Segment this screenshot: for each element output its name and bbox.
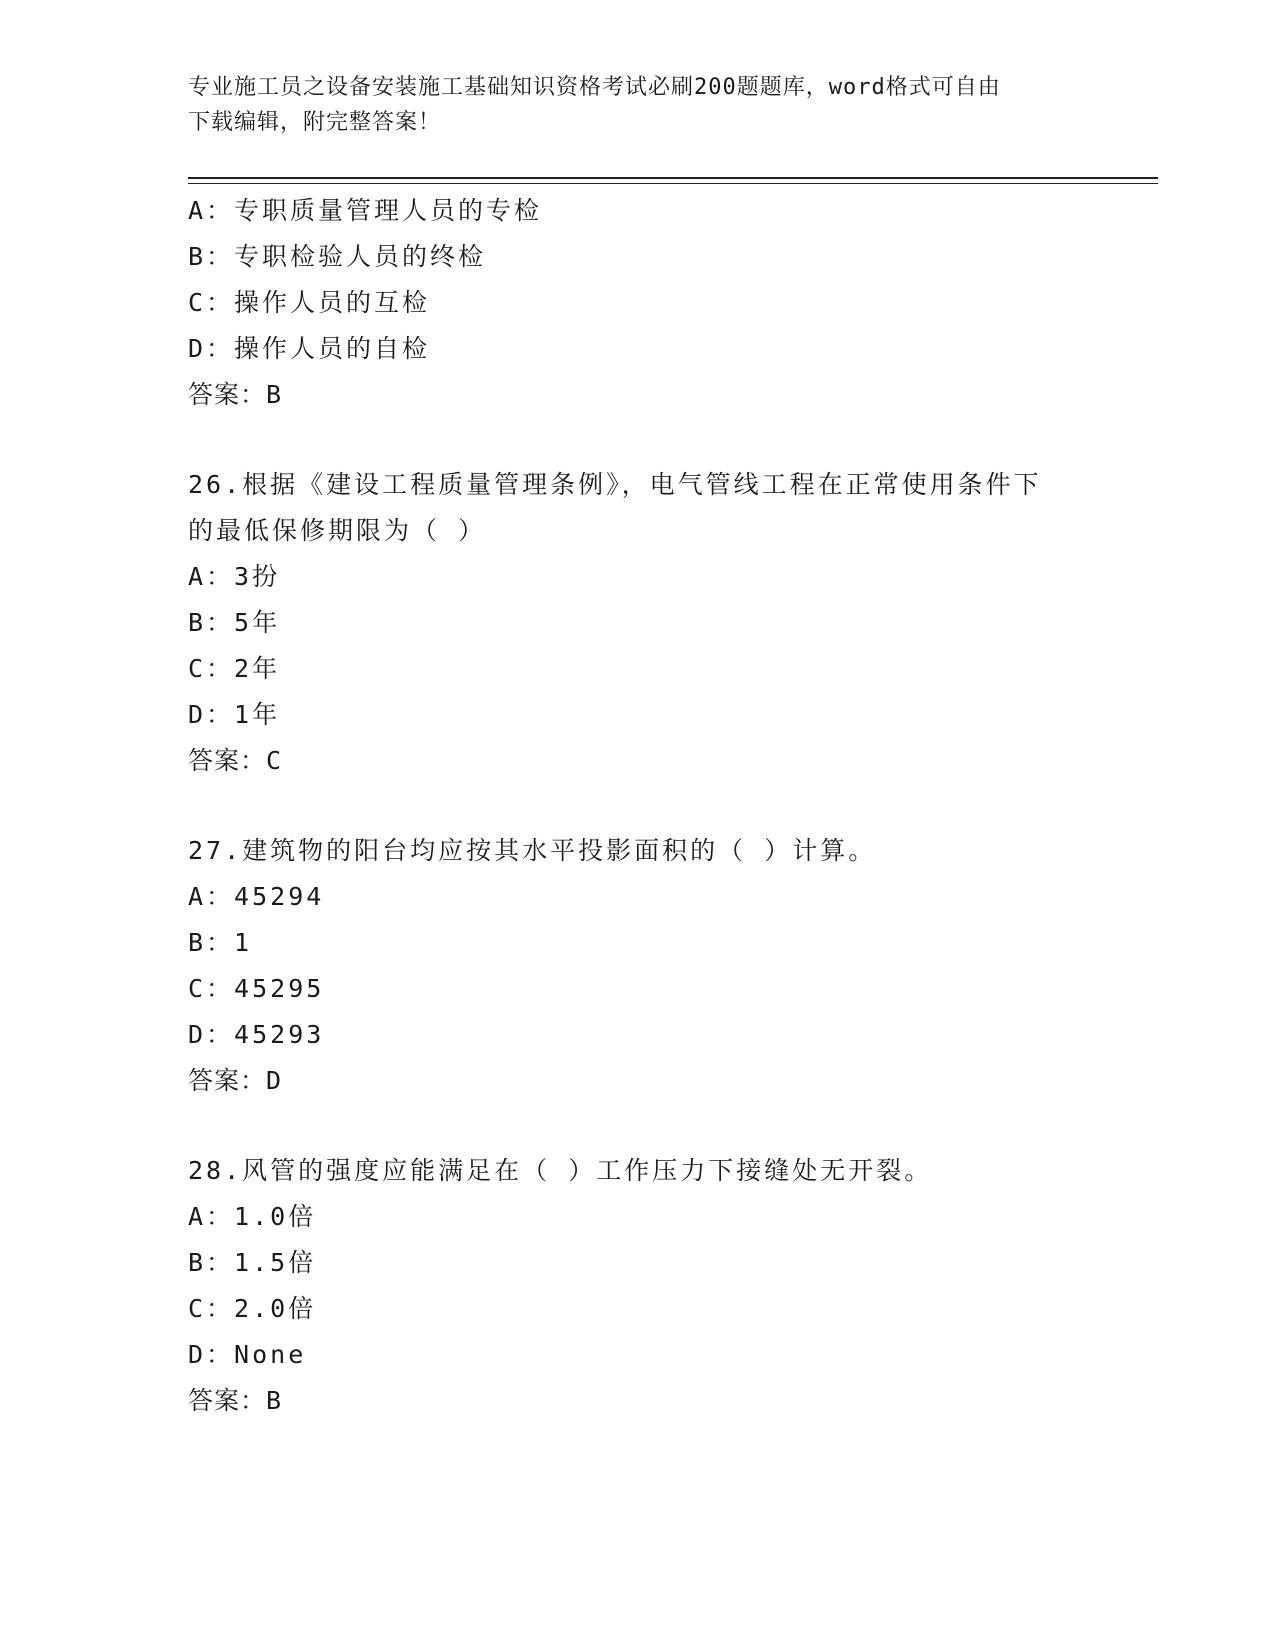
option-b: B：1 <box>188 928 253 957</box>
option-d: D：45293 <box>188 1020 325 1049</box>
question-28 <box>188 1148 1108 1424</box>
option-c: C：2年 <box>188 654 281 683</box>
answer-line: 答案：C <box>188 746 283 775</box>
header-line-2: 下载编辑，附完整答案！ <box>188 110 442 135</box>
question-text-line-1: 28.风管的强度应能满足在（ ）工作压力下接缝处无开裂。 <box>188 1156 933 1185</box>
option-a: A：专职质量管理人员的专检 <box>188 196 543 225</box>
question-text-line-2: 的最低保修期限为（ ） <box>188 516 487 545</box>
option-c: C：操作人员的互检 <box>188 288 431 317</box>
header-rule-thick <box>188 177 1158 179</box>
option-c: C：45295 <box>188 974 325 1003</box>
header-line-1: 专业施工员之设备安装施工基础知识资格考试必刷200题题库，word格式可自由 <box>188 75 1001 100</box>
option-b: B：1.5倍 <box>188 1248 317 1277</box>
document-header <box>188 70 1088 140</box>
question-text-line-1: 26.根据《建设工程质量管理条例》，电气管线工程在正常使用条件下 <box>188 470 1042 499</box>
question-26 <box>188 462 1108 784</box>
question-27 <box>188 828 1108 1104</box>
option-b: B：5年 <box>188 608 281 637</box>
question-list <box>188 188 1108 1424</box>
answer-line: 答案：D <box>188 1066 283 1095</box>
option-b: B：专职检验人员的终检 <box>188 242 487 271</box>
option-d: D：None <box>188 1340 307 1369</box>
header-rule-thin <box>188 183 1158 184</box>
option-a: A：45294 <box>188 882 325 911</box>
option-d: D：1年 <box>188 700 281 729</box>
answer-line: 答案：B <box>188 380 283 409</box>
option-d: D：操作人员的自检 <box>188 334 431 363</box>
answer-line: 答案：B <box>188 1386 283 1415</box>
option-a: A：1.0倍 <box>188 1202 317 1231</box>
option-a: A：3扮 <box>188 562 281 591</box>
option-c: C：2.0倍 <box>188 1294 317 1323</box>
question-text-line-1: 27.建筑物的阳台均应按其水平投影面积的（ ）计算。 <box>188 836 877 865</box>
question-25-block <box>188 188 1108 418</box>
